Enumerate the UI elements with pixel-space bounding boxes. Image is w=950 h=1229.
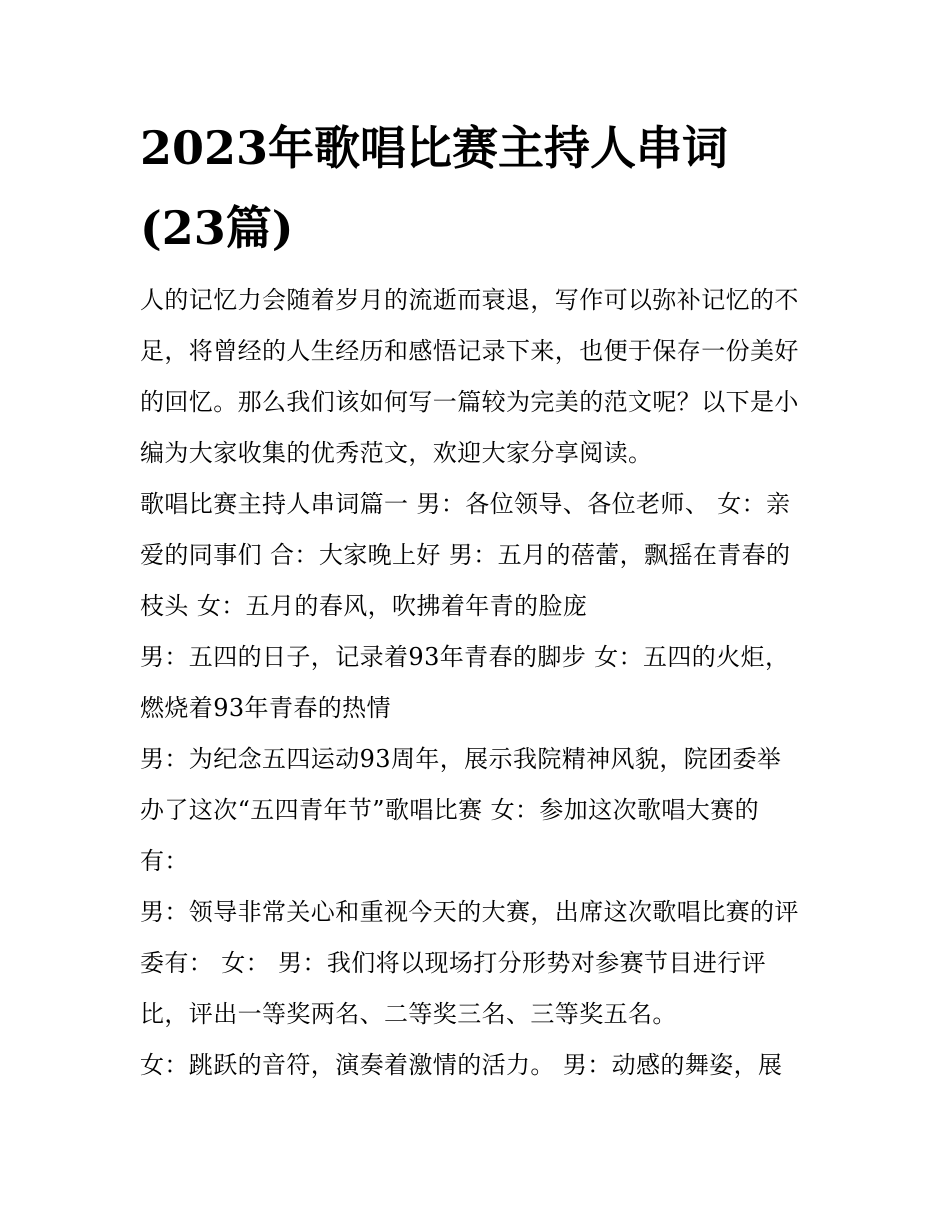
body-line: 枝头 女：五月的春风，吹拂着年青的脸庞 bbox=[140, 592, 588, 620]
body-line: 男：五四的日子，记录着93年青春的脚步 女：五四的火炬， bbox=[140, 643, 790, 671]
body-line: 男：为纪念五四运动93周年，展示我院精神风貌，院团委举 bbox=[140, 745, 782, 773]
body-line: 歌唱比赛主持人串词篇一 男：各位领导、各位老师、 女：亲 bbox=[140, 490, 791, 518]
body-line: 爱的同事们 合：大家晚上好 男：五月的蓓蕾，飘摇在青春的 bbox=[140, 541, 791, 569]
body-line: 办了这次“五四青年节”歌唱比赛 女：参加这次歌唱大赛的 bbox=[140, 796, 759, 824]
body-line: 编为大家收集的优秀范文，欢迎大家分享阅读。 bbox=[140, 439, 653, 467]
body-line: 女：跳跃的音符，演奏着激情的活力。 男：动感的舞姿，展 bbox=[140, 1051, 783, 1079]
body-line: 的回忆。那么我们该如何写一篇较为完美的范文呢？以下是小 bbox=[140, 388, 799, 416]
body-line: 燃烧着93年青春的热情 bbox=[140, 694, 391, 722]
body-line: 比，评出一等奖两名、二等奖三名、三等奖五名。 bbox=[140, 1000, 677, 1028]
body-line: 人的记忆力会随着岁月的流逝而衰退，写作可以弥补记忆的不 bbox=[140, 286, 799, 314]
document-title-line-1: 2023年歌唱比赛主持人串词 bbox=[140, 121, 729, 175]
body-line: 足，将曾经的人生经历和感悟记录下来，也便于保存一份美好 bbox=[140, 337, 799, 365]
body-line: 委有： 女： 男：我们将以现场打分形势对参赛节目进行评 bbox=[140, 949, 767, 977]
document-title-line-2: (23篇) bbox=[140, 201, 294, 255]
body-line: 有： bbox=[140, 847, 189, 875]
body-line: 男：领导非常关心和重视今天的大赛，出席这次歌唱比赛的评 bbox=[140, 898, 799, 926]
